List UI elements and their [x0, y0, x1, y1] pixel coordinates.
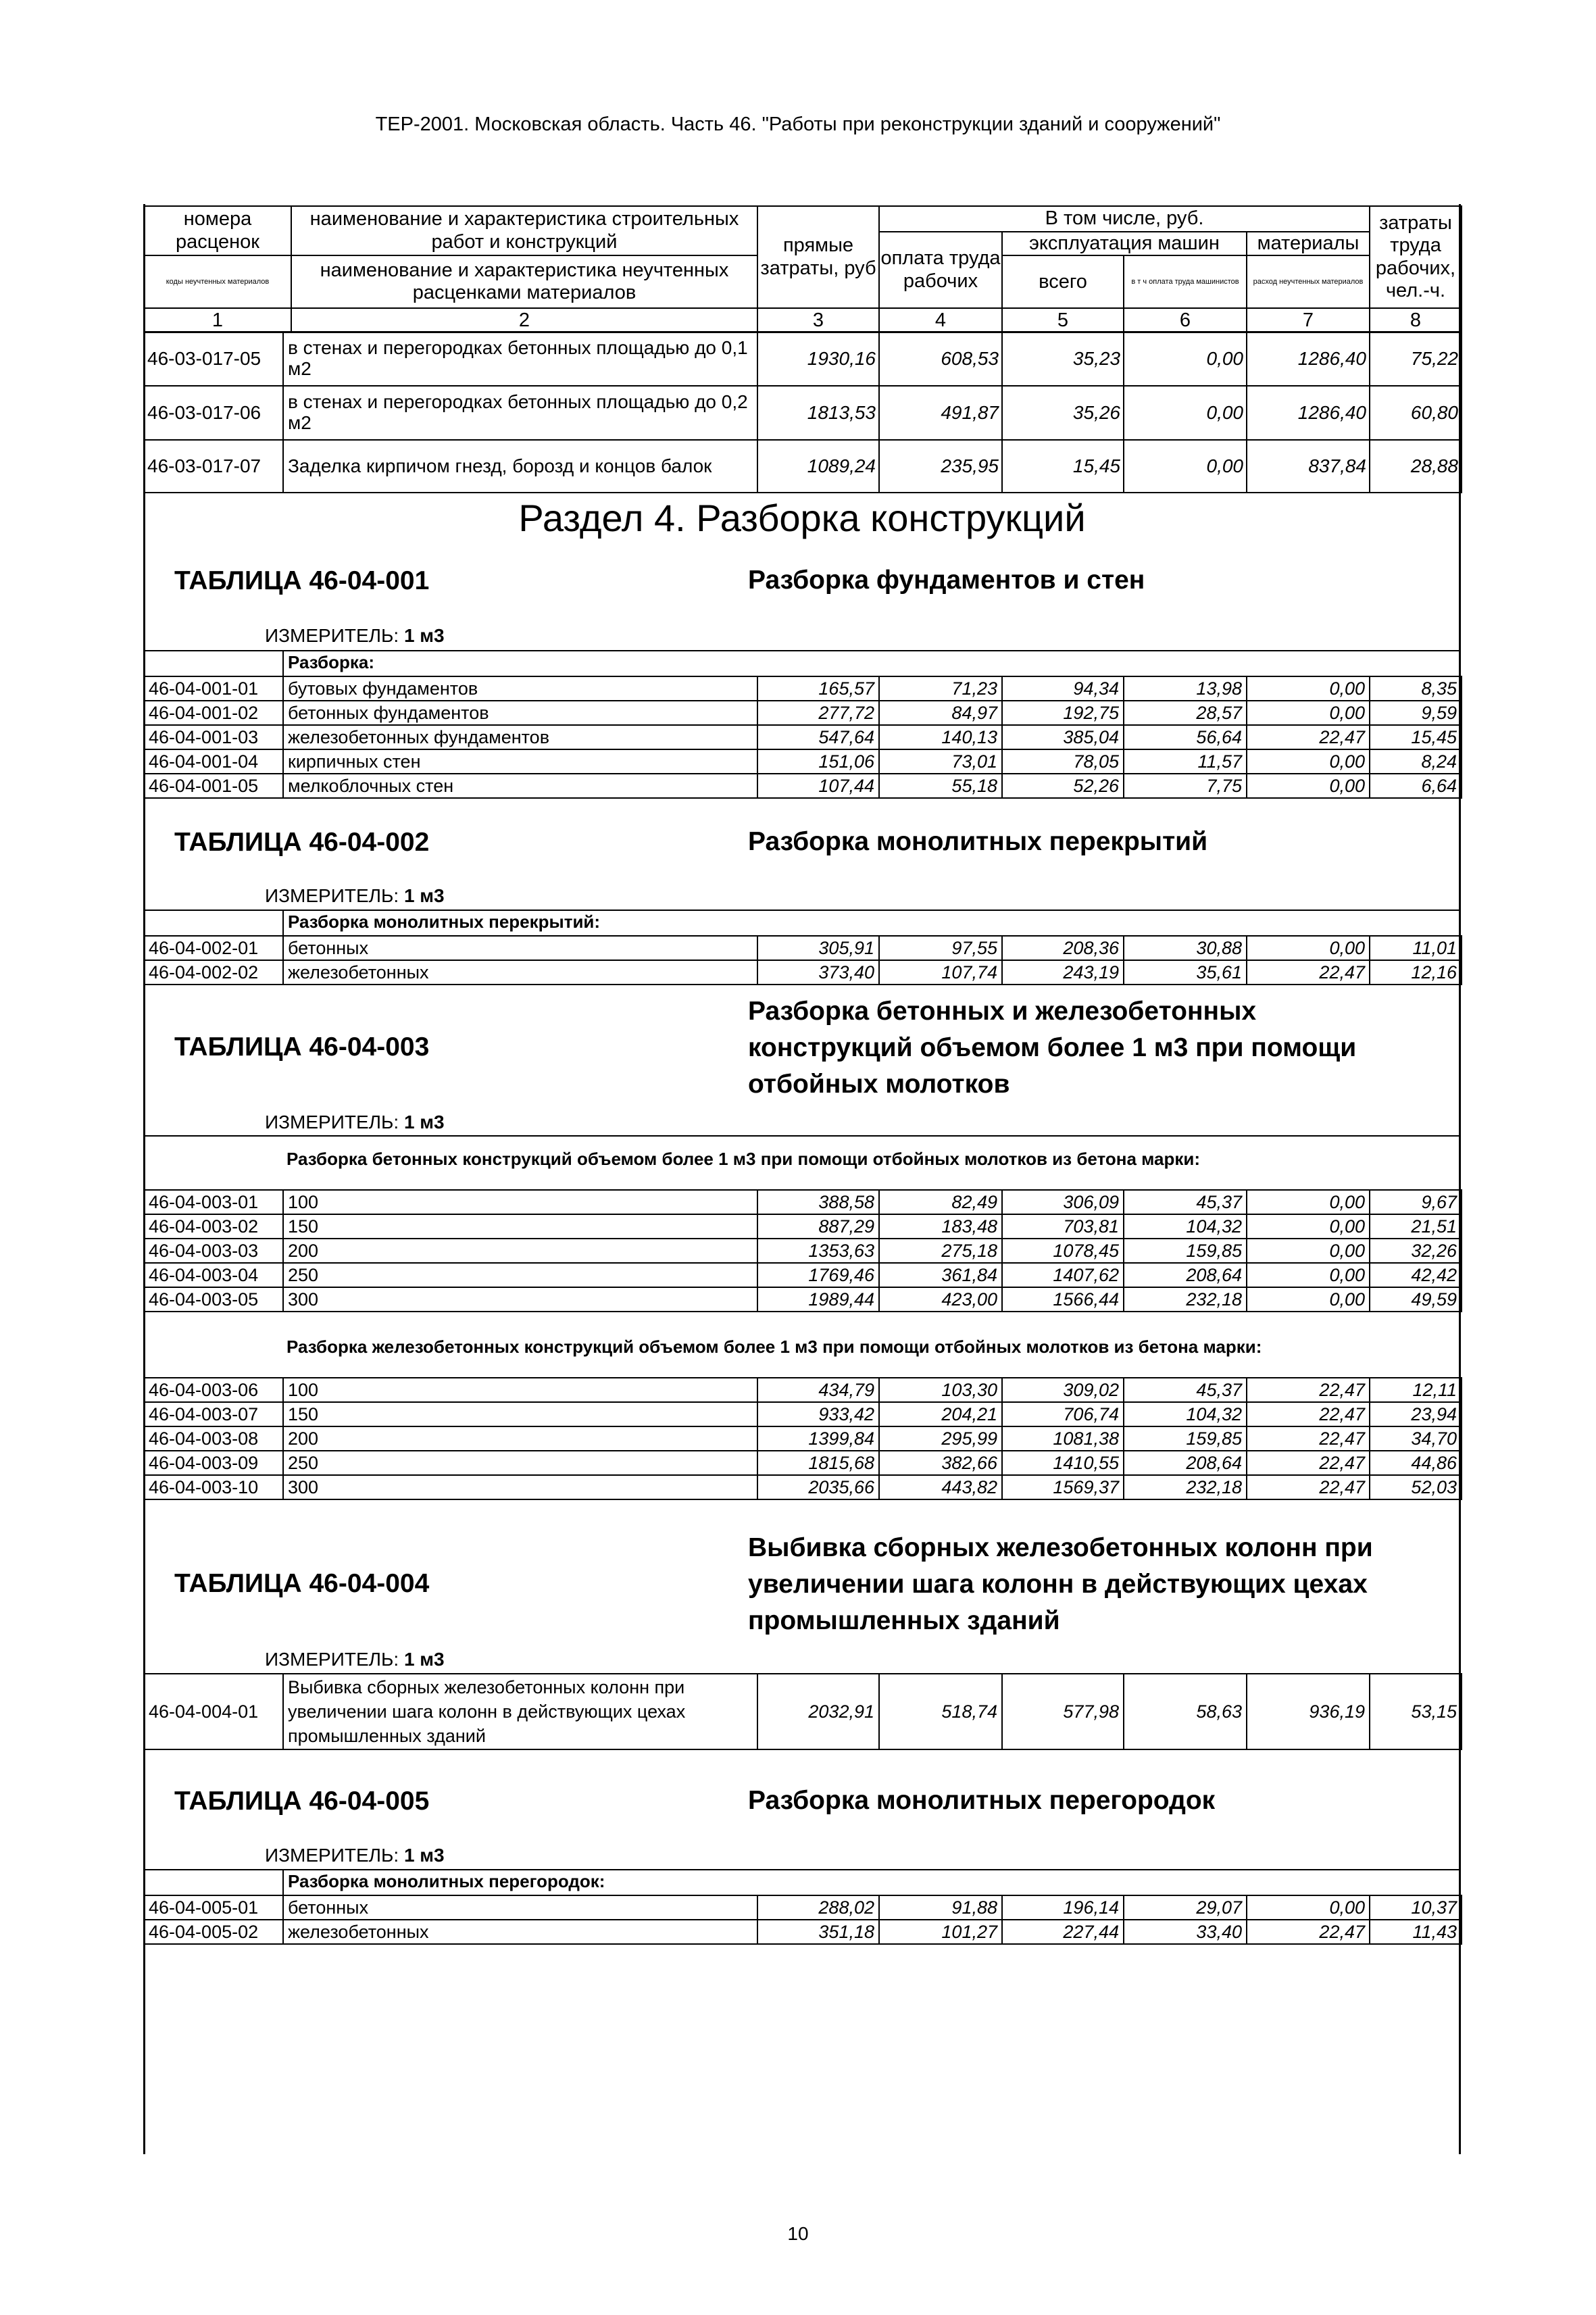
table-002-measure	[265, 885, 445, 907]
table-row	[144, 701, 1462, 725]
row-code: 46-04-005-02	[144, 1920, 283, 1944]
table-005-title: Разборка монолитных перегородок	[748, 1786, 1216, 1815]
row-operator-wages: 104,32	[1124, 1402, 1247, 1426]
table-002-title: Разборка монолитных перекрытий	[748, 827, 1208, 856]
row-wages: 55,18	[879, 774, 1002, 798]
row-name: 100	[283, 1378, 757, 1402]
row-direct-cost: 151,06	[757, 749, 879, 774]
table-003-part2	[143, 1377, 1462, 1500]
row-name: 150	[283, 1214, 757, 1239]
row-labor-hours: 12,16	[1370, 960, 1462, 985]
row-machines: 1078,45	[1002, 1239, 1124, 1263]
row-labor-hours: 15,45	[1370, 725, 1462, 749]
title-line: увеличении шага колонн в действующих цехах	[748, 1570, 1368, 1599]
title-line: отбойных молотков	[748, 1070, 1010, 1099]
row-materials: 0,00	[1247, 749, 1370, 774]
row-wages: 608,53	[879, 332, 1002, 386]
table-row	[144, 1895, 1462, 1920]
table-003-group1-label: Разборка бетонных конструкций объемом более 1 м3 при помощи отбойных молотков из бетона марки:	[286, 1149, 1201, 1169]
row-machines: 78,05	[1002, 749, 1124, 774]
divider	[282, 650, 284, 676]
row-machines: 703,81	[1002, 1214, 1124, 1239]
row-operator-wages: 58,63	[1124, 1674, 1247, 1749]
row-name: в стенах и перегородках бетонных площадью до 0,2 м2	[283, 386, 757, 440]
row-name: железобетонных	[283, 1920, 757, 1944]
row-code: 46-04-003-01	[144, 1190, 283, 1214]
row-name-line: увеличении шага колонн в действующих цехах	[288, 1701, 686, 1722]
divider	[143, 1869, 1461, 1870]
col-name-sub-header: наименование и характеристика неучтенных расценками материалов	[291, 255, 757, 308]
row-materials: 22,47	[1247, 1451, 1370, 1475]
row-operator-wages: 13,98	[1124, 676, 1247, 701]
row-direct-cost: 107,44	[757, 774, 879, 798]
row-name: бетонных	[283, 936, 757, 960]
measure-label: ИЗМЕРИТЕЛЬ:	[265, 1649, 404, 1670]
row-wages: 295,99	[879, 1426, 1002, 1451]
row-code: 46-03-017-06	[144, 386, 283, 440]
row-machines: 208,36	[1002, 936, 1124, 960]
table-row	[144, 1190, 1462, 1214]
row-direct-cost: 547,64	[757, 725, 879, 749]
row-materials: 0,00	[1247, 936, 1370, 960]
col-name-header: наименование и характеристика строительных работ и конструкций	[291, 206, 757, 255]
row-code: 46-04-005-01	[144, 1895, 283, 1920]
row-materials: 22,47	[1247, 1402, 1370, 1426]
table-row	[144, 749, 1462, 774]
row-name: бетонных фундаментов	[283, 701, 757, 725]
col-machines-header: эксплуатация машин	[1002, 232, 1247, 255]
row-code: 46-04-003-09	[144, 1451, 283, 1475]
row-operator-wages: 0,00	[1124, 332, 1247, 386]
row-name: Заделка кирпичом гнезд, борозд и концов балок	[283, 440, 757, 493]
section-title: Раздел 4. Разборка конструкций	[518, 497, 1086, 539]
table-001-body	[144, 676, 1462, 798]
col-number-2: 2	[291, 308, 757, 332]
divider	[282, 910, 284, 935]
row-code: 46-04-003-08	[144, 1426, 283, 1451]
row-operator-wages: 28,57	[1124, 701, 1247, 725]
row-machines: 577,98	[1002, 1674, 1124, 1749]
table-row	[144, 725, 1462, 749]
row-code: 46-04-001-05	[144, 774, 283, 798]
measure-unit: 1 м3	[403, 625, 445, 646]
row-direct-cost: 887,29	[757, 1214, 879, 1239]
row-wages: 275,18	[879, 1239, 1002, 1263]
row-operator-wages: 0,00	[1124, 386, 1247, 440]
col-materials-header: материалы	[1247, 232, 1370, 255]
row-wages: 361,84	[879, 1263, 1002, 1287]
row-name: в стенах и перегородках бетонных площадью до 0,1 м2	[283, 332, 757, 386]
row-labor-hours: 49,59	[1370, 1287, 1462, 1312]
row-direct-cost: 1813,53	[757, 386, 879, 440]
row-direct-cost: 1353,63	[757, 1239, 879, 1263]
row-wages: 101,27	[879, 1920, 1002, 1944]
row-materials: 0,00	[1247, 774, 1370, 798]
row-operator-wages: 208,64	[1124, 1263, 1247, 1287]
row-labor-hours: 32,26	[1370, 1239, 1462, 1263]
row-materials: 837,84	[1247, 440, 1370, 493]
row-operator-wages: 7,75	[1124, 774, 1247, 798]
table-row	[144, 960, 1462, 985]
title-line: промышленных зданий	[748, 1606, 1060, 1635]
row-code: 46-04-004-01	[144, 1674, 283, 1749]
row-operator-wages: 232,18	[1124, 1287, 1247, 1312]
row-materials: 22,47	[1247, 960, 1370, 985]
row-name: 250	[283, 1451, 757, 1475]
row-direct-cost: 1989,44	[757, 1287, 879, 1312]
row-materials: 0,00	[1247, 1287, 1370, 1312]
row-labor-hours: 10,37	[1370, 1895, 1462, 1920]
table-005-id: ТАБЛИЦА 46-04-005	[174, 1787, 430, 1816]
table-row	[144, 1451, 1462, 1475]
row-machines: 35,26	[1002, 386, 1124, 440]
divider	[143, 910, 1461, 911]
row-wages: 423,00	[879, 1287, 1002, 1312]
col-number-7: 7	[1247, 308, 1370, 332]
row-operator-wages: 104,32	[1124, 1214, 1247, 1239]
row-code: 46-04-001-02	[144, 701, 283, 725]
row-code: 46-03-017-07	[144, 440, 283, 493]
row-direct-cost: 388,58	[757, 1190, 879, 1214]
row-direct-cost: 1815,68	[757, 1451, 879, 1475]
row-materials: 22,47	[1247, 1378, 1370, 1402]
row-name: 300	[283, 1287, 757, 1312]
row-direct-cost: 1930,16	[757, 332, 879, 386]
row-machines: 15,45	[1002, 440, 1124, 493]
row-labor-hours: 21,51	[1370, 1214, 1462, 1239]
title-line: Выбивка сборных железобетонных колонн при	[748, 1533, 1373, 1562]
row-code: 46-04-003-05	[144, 1287, 283, 1312]
row-machines: 309,02	[1002, 1378, 1124, 1402]
measure-unit: 1 м3	[403, 885, 445, 906]
document-header: ТЕР-2001. Московская область. Часть 46. "Работы при реконструкции зданий и сооружений"	[375, 114, 1221, 135]
row-materials: 0,00	[1247, 701, 1370, 725]
table-001-measure	[265, 625, 445, 647]
column-header-table	[143, 205, 1462, 333]
divider	[143, 1135, 1461, 1137]
row-labor-hours: 6,64	[1370, 774, 1462, 798]
row-wages: 82,49	[879, 1190, 1002, 1214]
row-direct-cost: 288,02	[757, 1895, 879, 1920]
page-number: 10	[787, 2223, 809, 2244]
measure-unit: 1 м3	[403, 1845, 445, 1866]
row-labor-hours: 11,01	[1370, 936, 1462, 960]
row-machines: 227,44	[1002, 1920, 1124, 1944]
row-materials: 1286,40	[1247, 386, 1370, 440]
row-labor-hours: 34,70	[1370, 1426, 1462, 1451]
row-name	[283, 1674, 757, 1749]
table-004-id: ТАБЛИЦА 46-04-004	[174, 1569, 430, 1598]
row-labor-hours: 9,67	[1370, 1190, 1462, 1214]
table-row	[144, 1475, 1462, 1499]
previous-table-rows	[143, 331, 1462, 493]
row-materials: 0,00	[1247, 1239, 1370, 1263]
row-name: бетонных	[283, 1895, 757, 1920]
row-labor-hours: 23,94	[1370, 1402, 1462, 1426]
col-number-3: 3	[757, 308, 879, 332]
row-name: 150	[283, 1402, 757, 1426]
col-number-6: 6	[1124, 308, 1247, 332]
table-row	[144, 1287, 1462, 1312]
col-code-header: номера расценок	[144, 206, 291, 255]
col-unaccounted-materials-header: расход неучтенных материалов	[1247, 255, 1370, 308]
row-machines: 1569,37	[1002, 1475, 1124, 1499]
table-row	[144, 440, 1462, 493]
row-code: 46-04-001-01	[144, 676, 283, 701]
divider	[282, 1869, 284, 1895]
table-row	[144, 1239, 1462, 1263]
row-direct-cost: 277,72	[757, 701, 879, 725]
row-name: 300	[283, 1475, 757, 1499]
row-materials: 1286,40	[1247, 332, 1370, 386]
row-wages: 107,74	[879, 960, 1002, 985]
row-direct-cost: 305,91	[757, 936, 879, 960]
row-code: 46-04-002-02	[144, 960, 283, 985]
row-name: 200	[283, 1426, 757, 1451]
col-machines-total-header: всего	[1002, 255, 1124, 308]
row-wages: 183,48	[879, 1214, 1002, 1239]
col-operator-wages-header: в т ч оплата труда машинистов	[1124, 255, 1247, 308]
table-003-measure	[265, 1112, 445, 1133]
row-direct-cost: 2032,91	[757, 1674, 879, 1749]
row-wages: 443,82	[879, 1475, 1002, 1499]
row-operator-wages: 0,00	[1124, 440, 1247, 493]
row-wages: 235,95	[879, 440, 1002, 493]
row-direct-cost: 351,18	[757, 1920, 879, 1944]
table-row	[144, 1402, 1462, 1426]
table-row	[144, 676, 1462, 701]
row-direct-cost: 1769,46	[757, 1263, 879, 1287]
table-001-group-label: Разборка:	[288, 652, 375, 672]
row-labor-hours: 42,42	[1370, 1263, 1462, 1287]
measure-unit: 1 м3	[403, 1649, 445, 1670]
row-wages: 71,23	[879, 676, 1002, 701]
col-number-8: 8	[1370, 308, 1462, 332]
row-direct-cost: 1399,84	[757, 1426, 879, 1451]
row-wages: 491,87	[879, 386, 1002, 440]
row-materials: 22,47	[1247, 725, 1370, 749]
row-labor-hours: 8,35	[1370, 676, 1462, 701]
row-wages: 97,55	[879, 936, 1002, 960]
row-operator-wages: 208,64	[1124, 1451, 1247, 1475]
row-machines: 35,23	[1002, 332, 1124, 386]
row-machines: 1566,44	[1002, 1287, 1124, 1312]
row-materials: 0,00	[1247, 1263, 1370, 1287]
row-labor-hours: 28,88	[1370, 440, 1462, 493]
table-001-title: Разборка фундаментов и стен	[748, 566, 1145, 595]
row-machines: 94,34	[1002, 676, 1124, 701]
row-wages: 84,97	[879, 701, 1002, 725]
row-operator-wages: 159,85	[1124, 1239, 1247, 1263]
row-operator-wages: 33,40	[1124, 1920, 1247, 1944]
row-wages: 204,21	[879, 1402, 1002, 1426]
row-materials: 0,00	[1247, 1214, 1370, 1239]
row-materials: 0,00	[1247, 676, 1370, 701]
table-row	[144, 1674, 1462, 1749]
row-labor-hours: 9,59	[1370, 701, 1462, 725]
measure-label: ИЗМЕРИТЕЛЬ:	[265, 885, 404, 906]
col-number-4: 4	[879, 308, 1002, 332]
row-code: 46-04-003-06	[144, 1378, 283, 1402]
row-machines: 385,04	[1002, 725, 1124, 749]
row-materials: 22,47	[1247, 1475, 1370, 1499]
row-name: 250	[283, 1263, 757, 1287]
row-code: 46-04-001-04	[144, 749, 283, 774]
row-direct-cost: 2035,66	[757, 1475, 879, 1499]
row-labor-hours: 44,86	[1370, 1451, 1462, 1475]
table-005-measure	[265, 1845, 445, 1866]
row-machines: 1407,62	[1002, 1263, 1124, 1287]
col-wages-header: оплата труда рабочих	[879, 232, 1002, 308]
row-direct-cost: 165,57	[757, 676, 879, 701]
divider	[143, 650, 1461, 651]
table-002-id: ТАБЛИЦА 46-04-002	[174, 828, 430, 857]
table-row	[144, 386, 1462, 440]
table-004-measure	[265, 1649, 445, 1670]
row-materials: 0,00	[1247, 1895, 1370, 1920]
table-row	[144, 1920, 1462, 1944]
row-machines: 1081,38	[1002, 1426, 1124, 1451]
row-name: кирпичных стен	[283, 749, 757, 774]
row-wages: 382,66	[879, 1451, 1002, 1475]
table-row	[144, 1214, 1462, 1239]
table-row	[144, 774, 1462, 798]
table-row	[144, 332, 1462, 386]
row-machines: 1410,55	[1002, 1451, 1124, 1475]
row-materials: 22,47	[1247, 1920, 1370, 1944]
title-line: Разборка бетонных и железобетонных	[748, 997, 1257, 1026]
row-name: 200	[283, 1239, 757, 1263]
measure-unit: 1 м3	[403, 1112, 445, 1132]
row-machines: 192,75	[1002, 701, 1124, 725]
row-operator-wages: 232,18	[1124, 1475, 1247, 1499]
row-labor-hours: 60,80	[1370, 386, 1462, 440]
row-wages: 518,74	[879, 1674, 1002, 1749]
row-wages: 73,01	[879, 749, 1002, 774]
title-line: конструкций объемом более 1 м3 при помощи	[748, 1033, 1357, 1062]
row-operator-wages: 30,88	[1124, 936, 1247, 960]
row-operator-wages: 56,64	[1124, 725, 1247, 749]
table-005	[143, 1895, 1462, 1945]
table-001	[143, 676, 1462, 799]
row-machines: 243,19	[1002, 960, 1124, 985]
measure-label: ИЗМЕРИТЕЛЬ:	[265, 625, 404, 646]
row-machines: 52,26	[1002, 774, 1124, 798]
row-name: бутовых фундаментов	[283, 676, 757, 701]
col-code-sub-header: коды неучтенных материалов	[144, 255, 291, 308]
row-machines: 196,14	[1002, 1895, 1124, 1920]
row-operator-wages: 45,37	[1124, 1378, 1247, 1402]
row-operator-wages: 45,37	[1124, 1190, 1247, 1214]
table-003-id: ТАБЛИЦА 46-04-003	[174, 1032, 430, 1062]
row-name-line: Выбивка сборных железобетонных колонн при	[288, 1677, 685, 1697]
row-labor-hours: 11,43	[1370, 1920, 1462, 1944]
row-materials: 936,19	[1247, 1674, 1370, 1749]
table-004	[143, 1673, 1462, 1750]
row-code: 46-04-002-01	[144, 936, 283, 960]
row-materials: 0,00	[1247, 1190, 1370, 1214]
row-name: железобетонных	[283, 960, 757, 985]
table-row	[144, 1426, 1462, 1451]
col-number-5: 5	[1002, 308, 1124, 332]
row-labor-hours: 52,03	[1370, 1475, 1462, 1499]
table-005-group-label: Разборка монолитных перегородок:	[288, 1871, 605, 1891]
row-wages: 91,88	[879, 1895, 1002, 1920]
row-direct-cost: 1089,24	[757, 440, 879, 493]
row-code: 46-04-003-07	[144, 1402, 283, 1426]
row-materials: 22,47	[1247, 1426, 1370, 1451]
row-labor-hours: 12,11	[1370, 1378, 1462, 1402]
row-operator-wages: 11,57	[1124, 749, 1247, 774]
row-operator-wages: 35,61	[1124, 960, 1247, 985]
table-004-title	[748, 1530, 1373, 1639]
table-003-group2-label: Разборка железобетонных конструкций объемом более 1 м3 при помощи отбойных молотков из бетона марки:	[286, 1337, 1262, 1357]
col-number-1: 1	[144, 308, 291, 332]
row-code: 46-04-003-04	[144, 1263, 283, 1287]
col-labor-hours-header: затраты труда рабочих, чел.-ч.	[1370, 206, 1462, 308]
row-direct-cost: 434,79	[757, 1378, 879, 1402]
row-name-line: промышленных зданий	[288, 1726, 486, 1746]
row-code: 46-03-017-05	[144, 332, 283, 386]
row-operator-wages: 159,85	[1124, 1426, 1247, 1451]
row-code: 46-04-001-03	[144, 725, 283, 749]
row-machines: 306,09	[1002, 1190, 1124, 1214]
row-labor-hours: 53,15	[1370, 1674, 1462, 1749]
row-machines: 706,74	[1002, 1402, 1124, 1426]
col-including-header: В том числе, руб.	[879, 206, 1370, 232]
row-operator-wages: 29,07	[1124, 1895, 1247, 1920]
table-row	[144, 936, 1462, 960]
table-row	[144, 1378, 1462, 1402]
row-name: 100	[283, 1190, 757, 1214]
col-direct-cost-header: прямые затраты, руб	[757, 206, 879, 308]
table-002-group-label: Разборка монолитных перекрытий:	[288, 912, 601, 932]
table-row	[144, 1263, 1462, 1287]
table-002	[143, 935, 1462, 985]
measure-label: ИЗМЕРИТЕЛЬ:	[265, 1112, 404, 1132]
row-labor-hours: 8,24	[1370, 749, 1462, 774]
table-003-title	[748, 993, 1356, 1103]
table-003-part1	[143, 1189, 1462, 1312]
row-code: 46-04-003-02	[144, 1214, 283, 1239]
row-wages: 140,13	[879, 725, 1002, 749]
measure-label: ИЗМЕРИТЕЛЬ:	[265, 1845, 404, 1866]
row-name: мелкоблочных стен	[283, 774, 757, 798]
row-direct-cost: 373,40	[757, 960, 879, 985]
row-direct-cost: 933,42	[757, 1402, 879, 1426]
table-001-id: ТАБЛИЦА 46-04-001	[174, 566, 430, 595]
row-code: 46-04-003-10	[144, 1475, 283, 1499]
row-labor-hours: 75,22	[1370, 332, 1462, 386]
row-code: 46-04-003-03	[144, 1239, 283, 1263]
row-name: железобетонных фундаментов	[283, 725, 757, 749]
row-wages: 103,30	[879, 1378, 1002, 1402]
